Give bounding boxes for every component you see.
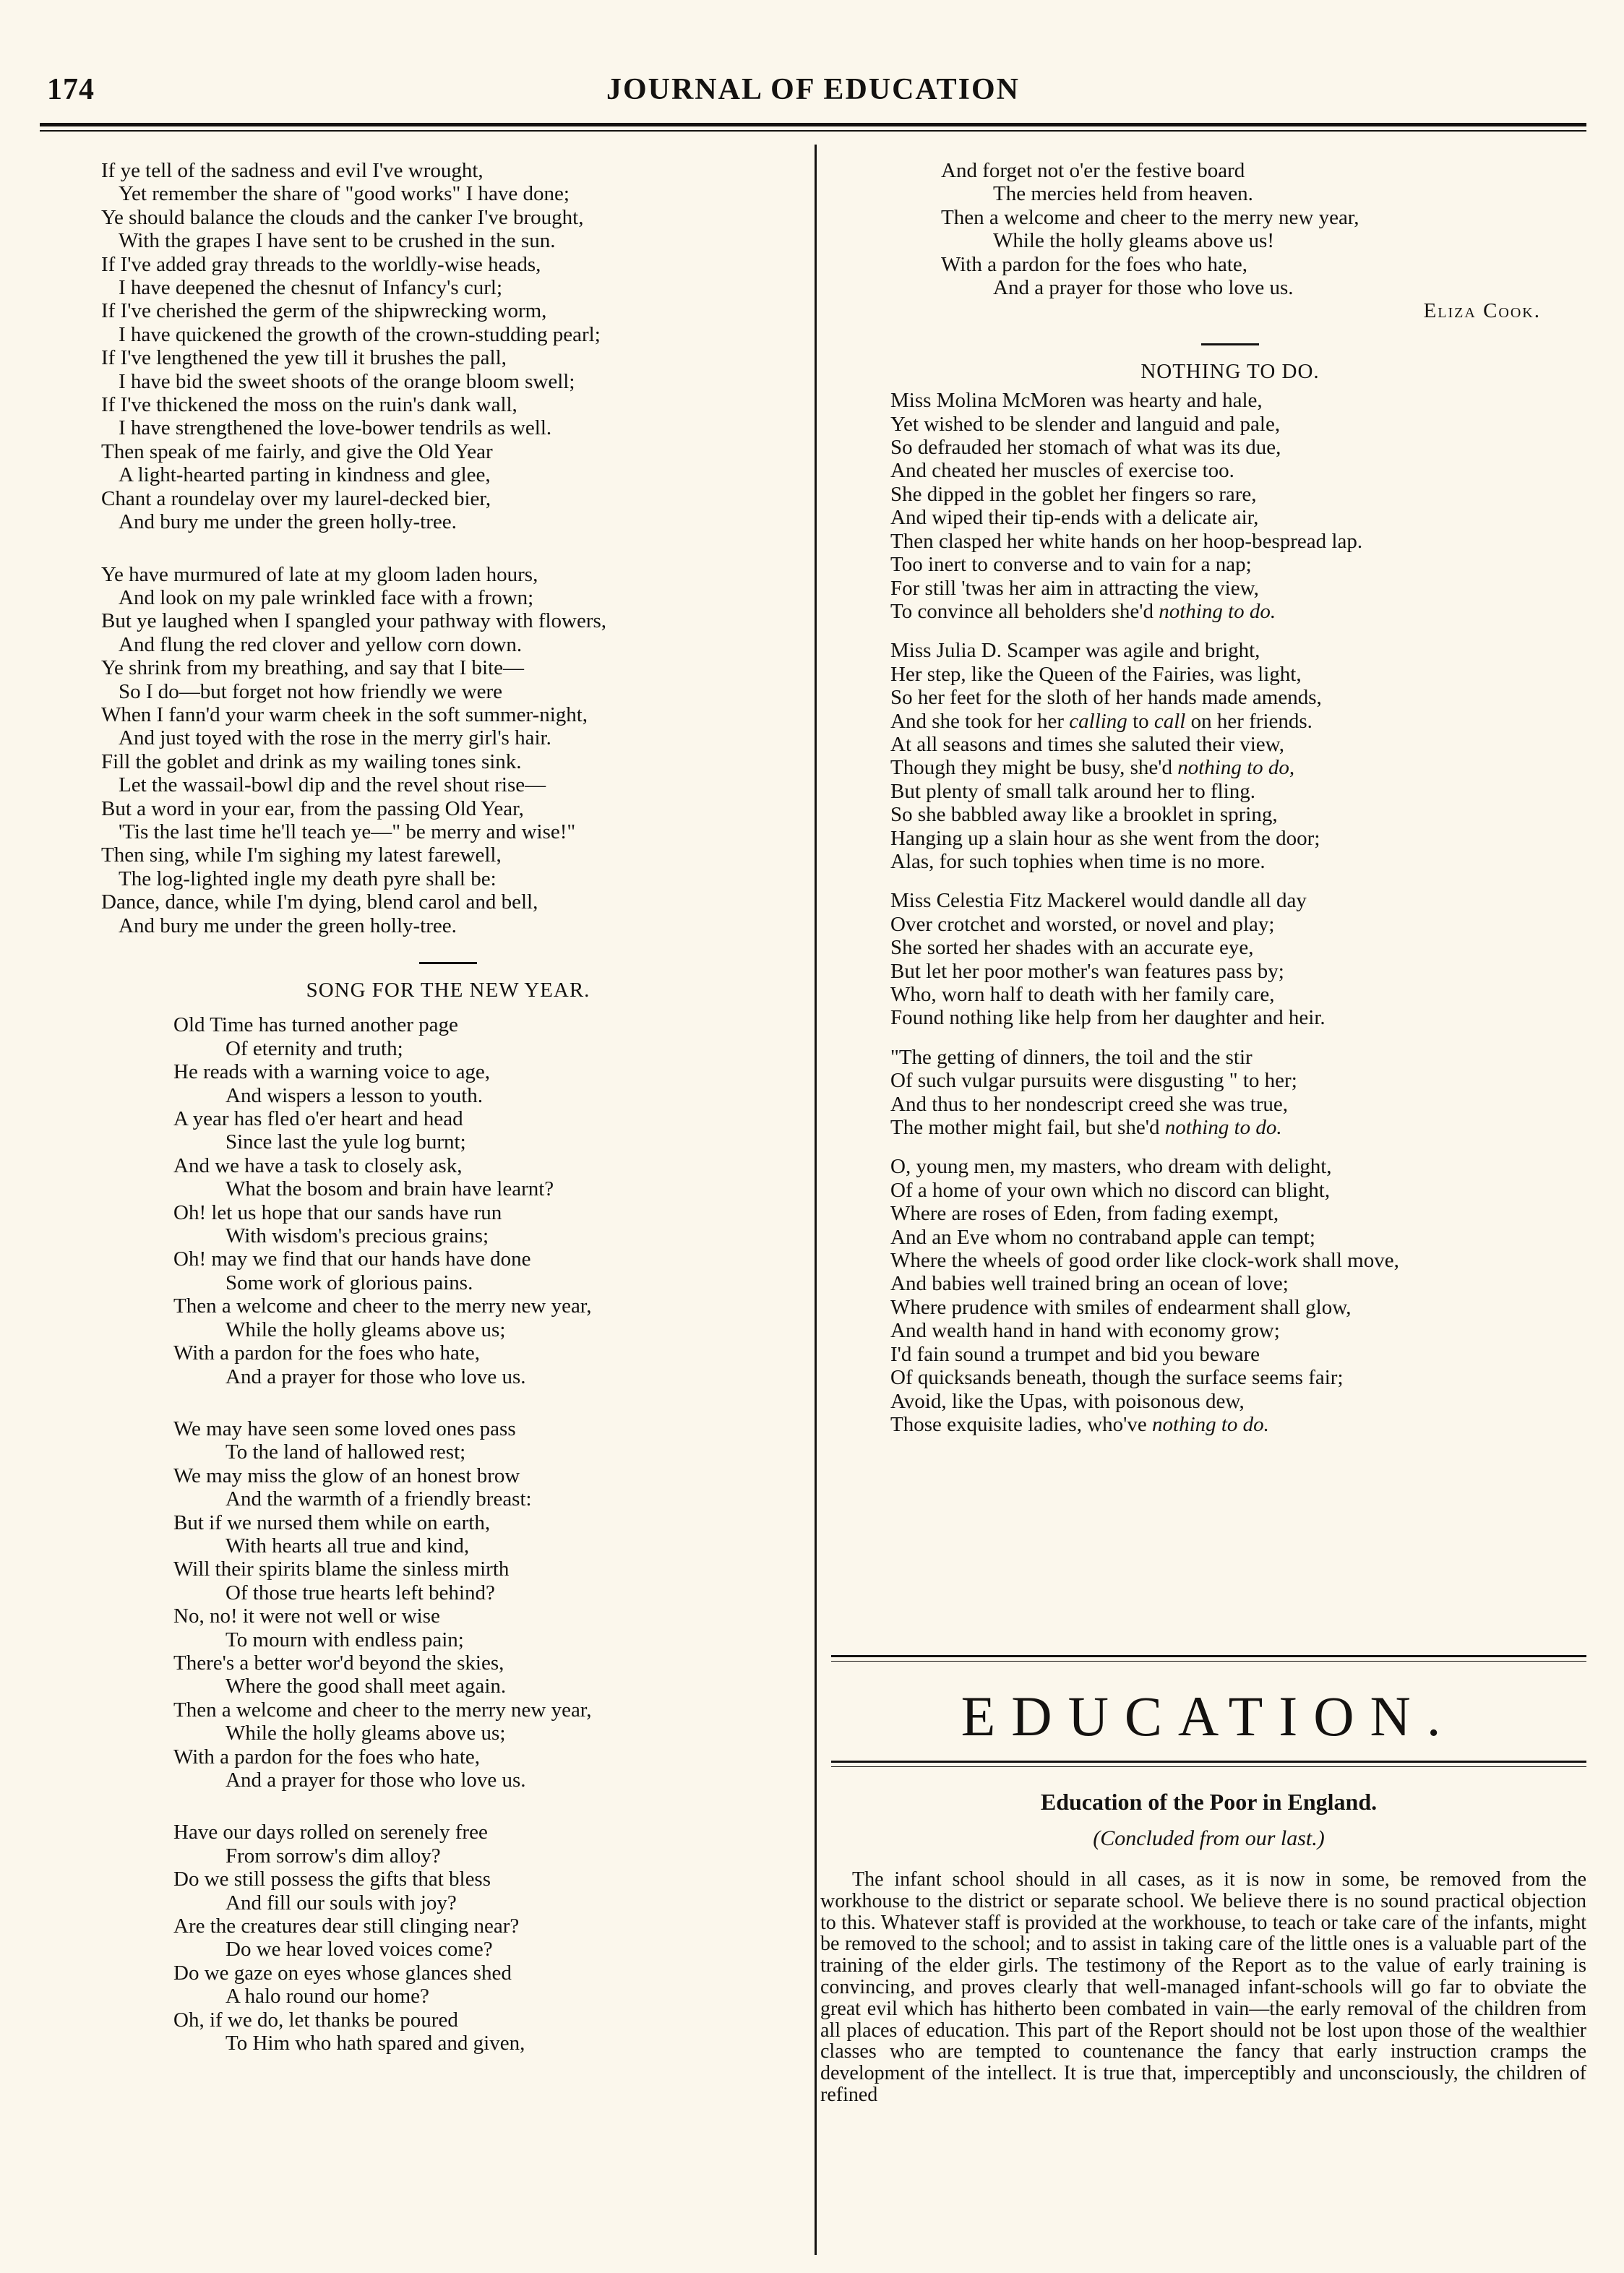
poem-line: Ye shrink from my breathing, and say that I bite— <box>101 656 525 680</box>
poem-line: No, no! it were not well or wise <box>173 1604 440 1628</box>
poem-line: What the bosom and brain have learnt? <box>225 1177 554 1201</box>
italic-phrase: nothing to do. <box>1152 1412 1269 1436</box>
poem-line: Fill the goblet and drink as my wailing tones sink. <box>101 749 522 773</box>
poem-line: And wiped their tip-ends with a delicate air, <box>890 506 1259 530</box>
poem-line: Where are roses of Eden, from fading exempt, <box>890 1202 1279 1226</box>
poem-line: Yet remember the share of "good works" I have done; <box>119 182 570 206</box>
poem-line: But ye laughed when I spangled your pathway with flowers, <box>101 609 607 633</box>
poem-line: We may have seen some loved ones pass <box>173 1417 516 1440</box>
poem-line: Over crotchet and worsted, or novel and play; <box>890 912 1275 936</box>
poem-line: Dance, dance, while I'm dying, blend carol and bell, <box>101 890 538 914</box>
article-title: Education of the Poor in England. <box>1040 1789 1378 1815</box>
poem-line: Let the wassail-bowl dip and the revel shout rise— <box>119 773 546 797</box>
poem-line: And wealth hand in hand with economy grow; <box>890 1319 1280 1343</box>
poem-line: And bury me under the green holly-tree. <box>119 914 457 937</box>
poem-line: Avoid, like the Upas, with poisonous dew, <box>890 1389 1245 1413</box>
poem-line: Yet wished to be slender and languid and pale, <box>890 412 1281 436</box>
old-year-stanza-2 <box>101 563 795 938</box>
poem-line: Do we hear loved voices come? <box>225 1938 493 1962</box>
poem-line: And thus to her nondescript creed she was true, <box>890 1092 1289 1116</box>
poem-line: Oh! may we find that our hands have done <box>173 1247 531 1271</box>
article-paragraph: The infant school should in all cases, as it is now in some, be removed from the workhouse to the district or separate school. We believe there is no sound practical objection to this. Whatever staff is provided at the workhouse, to teach or take care of the infants, might be removed to the school; and to assist in taking care of the little ones is a valuable part of the training of the elder girls. The testimony of the Report as to the value of early training is convincing, and proves clearly that well-managed infant-schools will go far to obviate the great evil which has hitherto been combated in vain—the early removal of the children from all places of education. This part of the Report should not be lost upon those of the wealthier classes who are tempted to countenance the fancy that early instruction cramps the development of the intellect. It is true that, imperceptibly and unconsciously, the children of refined <box>820 1868 1586 2106</box>
section-heading: EDUCATION. <box>961 1685 1457 1748</box>
poem-line: And we have a task to closely ask, <box>173 1153 463 1177</box>
italic-phrase: calling <box>1069 709 1127 733</box>
italic-phrase: call <box>1153 709 1186 733</box>
poem-line: With a pardon for the foes who hate, <box>941 252 1248 276</box>
poem-line: I'd fain sound a trumpet and bid you beware <box>890 1342 1260 1366</box>
poem-line: Are the creatures dear still clinging near? <box>173 1915 520 1938</box>
poem-line: If I've added gray threads to the worldly-wise heads, <box>101 252 541 276</box>
poem-line: Do we gaze on eyes whose glances shed <box>173 1961 512 1985</box>
poem-line: And flung the red clover and yellow corn down. <box>119 632 523 656</box>
poem-line: Found nothing like help from her daughter and heir. <box>890 1006 1326 1030</box>
nothing-stanza-1 <box>890 389 1570 623</box>
poem-line: The mother might fail, but she'd nothing to do. <box>890 1116 1282 1140</box>
poem-line: With a pardon for the foes who hate, <box>173 1341 481 1365</box>
poem-line: I have quickened the growth of the crown-studding pearl; <box>119 322 601 346</box>
poem-line: He reads with a warning voice to age, <box>173 1060 491 1084</box>
poem-line: And a prayer for those who love us. <box>225 1365 526 1388</box>
poem-line: So she babbled away like a brooklet in spring, <box>890 803 1278 827</box>
poem-line: While the holly gleams above us; <box>225 1722 506 1745</box>
poem-signature: Eliza Cook. <box>1423 299 1541 323</box>
poem-line: And just toyed with the rose in the merry girl's hair. <box>119 726 551 750</box>
poem-line: And look on my pale wrinkled face with a frown; <box>119 585 534 609</box>
poem-line: At all seasons and times she saluted their view, <box>890 732 1284 756</box>
poem-line: Miss Molina McMoren was hearty and hale, <box>890 389 1263 413</box>
poem-line: But if we nursed them while on earth, <box>173 1511 491 1534</box>
page-number: 174 <box>47 73 95 106</box>
poem-line: But a word in your ear, from the passing Old Year, <box>101 796 524 820</box>
poem-line: We may miss the glow of an honest brow <box>173 1464 520 1487</box>
poem-line: Of such vulgar pursuits were disgusting " to her; <box>890 1069 1297 1093</box>
poem-line: And forget not o'er the festive board <box>941 159 1245 182</box>
poem-line: When I fann'd your warm cheek in the soft summer-night, <box>101 702 588 726</box>
poem-line: Chant a roundelay over my laurel-decked bier, <box>101 486 491 510</box>
nothing-stanza-4 <box>890 1046 1570 1140</box>
poem-line: Her step, like the Queen of the Fairies, was light, <box>890 662 1302 686</box>
header-rule-thin <box>40 130 1586 132</box>
poem-line: To convince all beholders she'd nothing to do. <box>890 599 1276 623</box>
poem-line: Of a home of your own which no discord can blight, <box>890 1178 1331 1202</box>
poem-line: Do we still possess the gifts that bless <box>173 1868 491 1891</box>
nothing-to-do-title: NOTHING TO DO. <box>1140 359 1320 383</box>
section-rule-top-thin <box>831 1661 1586 1662</box>
poem-line: Though they might be busy, she'd nothing to do, <box>890 756 1295 780</box>
right-column <box>890 159 1570 1436</box>
poem-line: And fill our souls with joy? <box>225 1891 457 1915</box>
poem-line: Ye should balance the clouds and the canker I've brought, <box>101 205 584 229</box>
poem-line: With a pardon for the foes who hate, <box>173 1745 481 1769</box>
poem-line: "The getting of dinners, the toil and the stir <box>890 1045 1253 1069</box>
poem-line: I have deepened the chesnut of Infancy's curl; <box>119 276 503 300</box>
article-body <box>820 1869 1586 2106</box>
poem-line: For still 'twas her aim in attracting the view, <box>890 576 1259 600</box>
song-stanza-end <box>890 159 1570 299</box>
poem-line: Too inert to converse and to vain for a nap; <box>890 553 1252 577</box>
poem-line: So defrauded her stomach of what was its due, <box>890 436 1281 460</box>
poem-line: Miss Celestia Fitz Mackerel would dandle all day <box>890 889 1307 913</box>
poem-line: And cheated her muscles of exercise too. <box>890 459 1234 483</box>
poem-line: Then a welcome and cheer to the merry new year, <box>173 1294 592 1318</box>
poem-line: Then a welcome and cheer to the merry new year, <box>941 205 1359 229</box>
column-divider <box>815 145 817 2255</box>
nothing-stanza-2 <box>890 639 1570 873</box>
poem-line: From sorrow's dim alloy? <box>225 1844 441 1868</box>
song-title: SONG FOR THE NEW YEAR. <box>306 979 590 1002</box>
poem-line: And a prayer for those who love us. <box>225 1769 526 1792</box>
poem-line: To Him who hath spared and given, <box>225 2032 525 2055</box>
poem-line: And an Eve whom no contraband apple can tempt; <box>890 1225 1315 1249</box>
poem-line: She dipped in the goblet her fingers so rare, <box>890 482 1257 506</box>
poem-line: To the land of hallowed rest; <box>225 1440 466 1464</box>
poem-line: And a prayer for those who love us. <box>993 276 1294 300</box>
poem-line: But plenty of small talk around her to fling. <box>890 779 1255 803</box>
poem-line: Will their spirits blame the sinless mirth <box>173 1557 510 1581</box>
page-header <box>40 69 1586 116</box>
poem-line: The mercies held from heaven. <box>993 182 1253 206</box>
song-stanza-2 <box>101 1417 795 1792</box>
poem-line: Oh! let us hope that our sands have run <box>173 1200 502 1224</box>
poem-line: And wispers a lesson to youth. <box>225 1083 484 1107</box>
poem-line: Where the good shall meet again. <box>225 1675 507 1698</box>
poem-line: So her feet for the sloth of her hands made amends, <box>890 686 1322 710</box>
poem-line: Of eternity and truth; <box>225 1036 403 1060</box>
poem-line: She sorted her shades with an accurate eye, <box>890 936 1254 960</box>
poem-line: Where prudence with smiles of endearment shall glow, <box>890 1295 1352 1319</box>
poem-line: Ye have murmured of late at my gloom laden hours, <box>101 562 538 586</box>
section-rule-bottom <box>831 1761 1586 1763</box>
poem-line: With hearts all true and kind, <box>225 1534 470 1557</box>
nothing-stanza-3 <box>890 889 1570 1029</box>
poem-line: Old Time has turned another page <box>173 1013 458 1037</box>
poem-line: If I've lengthened the yew till it brushes the pall, <box>101 346 507 370</box>
running-title: JOURNAL OF EDUCATION <box>606 73 1021 106</box>
poem-line: Those exquisite ladies, who've nothing to do. <box>890 1412 1269 1436</box>
poem-line: If ye tell of the sadness and evil I've wrought, <box>101 159 484 182</box>
italic-phrase: nothing to do. <box>1164 1116 1282 1140</box>
poem-line: Some work of glorious pains. <box>225 1271 473 1294</box>
poem-line: Then sing, while I'm sighing my latest farewell, <box>101 843 502 867</box>
poem-line: Then speak of me fairly, and give the Old Year <box>101 439 493 463</box>
poem-line: With wisdom's precious grains; <box>225 1224 489 1248</box>
nothing-stanza-5 <box>890 1155 1570 1436</box>
poem-line: If I've cherished the germ of the shipwrecking worm, <box>101 299 547 323</box>
poem-line: There's a better wor'd beyond the skies, <box>173 1651 504 1675</box>
poem-line: While the holly gleams above us! <box>993 229 1274 253</box>
poem-line: So I do—but forget not how friendly we were <box>119 679 503 703</box>
old-year-stanza-1 <box>101 159 795 534</box>
poem-line: Who, worn half to death with her family care, <box>890 983 1275 1006</box>
poem-line: I have strengthened the love-bower tendrils as well. <box>119 416 552 440</box>
poem-line: If I've thickened the moss on the ruin's dank wall, <box>101 393 517 417</box>
header-rule-thick <box>40 123 1586 126</box>
poem-line: I have bid the sweet shoots of the orange bloom swell; <box>119 369 575 393</box>
poem-line: While the holly gleams above us; <box>225 1318 506 1341</box>
poem-line: O, young men, my masters, who dream with delight, <box>890 1155 1332 1179</box>
poem-line: Oh, if we do, let thanks be poured <box>173 2008 458 2032</box>
section-rule-bottom-thin <box>831 1766 1586 1767</box>
poem-line: And babies well trained bring an ocean of love; <box>890 1272 1289 1296</box>
poem-line: A year has fled o'er heart and head <box>173 1107 463 1131</box>
poem-line: A light-hearted parting in kindness and glee, <box>119 463 491 487</box>
poem-line: 'Tis the last time he'll teach ye—" be merry and wise!" <box>119 820 576 843</box>
section-rule-top <box>831 1655 1586 1657</box>
poem-line: Of quicksands beneath, though the surface seems fair; <box>890 1366 1344 1390</box>
poem-line: A halo round our home? <box>225 1985 429 2008</box>
poem-line: Of those true hearts left behind? <box>225 1581 495 1604</box>
poem-line: Miss Julia D. Scamper was agile and bright, <box>890 639 1260 663</box>
poem-line: Where the wheels of good order like clock-work shall move, <box>890 1249 1399 1273</box>
article-subtitle: (Concluded from our last.) <box>1093 1826 1325 1850</box>
poem-line: Hanging up a slain hour as she went from the door; <box>890 826 1320 850</box>
poem-line: And bury me under the green holly-tree. <box>119 510 457 534</box>
italic-phrase: nothing to do, <box>1177 756 1295 780</box>
poem-line: And the warmth of a friendly breast: <box>225 1487 532 1511</box>
italic-phrase: nothing to do. <box>1159 599 1276 623</box>
poem-line: And she took for her calling to call on her friends. <box>890 709 1312 733</box>
poem-line: Then a welcome and cheer to the merry new year, <box>173 1698 592 1722</box>
song-stanza-1 <box>101 1013 795 1388</box>
poem-line: With the grapes I have sent to be crushed in the sun. <box>119 229 556 253</box>
poem-line: Alas, for such tophies when time is no more. <box>890 849 1266 873</box>
poem-line: The log-lighted ingle my death pyre shall be: <box>119 867 497 890</box>
poem-line: But let her poor mother's wan features pass by; <box>890 959 1284 983</box>
poem-line: Since last the yule log burnt; <box>225 1130 466 1154</box>
poem-line: To mourn with endless pain; <box>225 1628 464 1651</box>
poem-line: Have our days rolled on serenely free <box>173 1821 488 1844</box>
poem-line: Then clasped her white hands on her hoop-bespread lap. <box>890 529 1363 553</box>
left-column <box>101 159 795 2055</box>
song-stanza-3 <box>101 1821 795 2055</box>
